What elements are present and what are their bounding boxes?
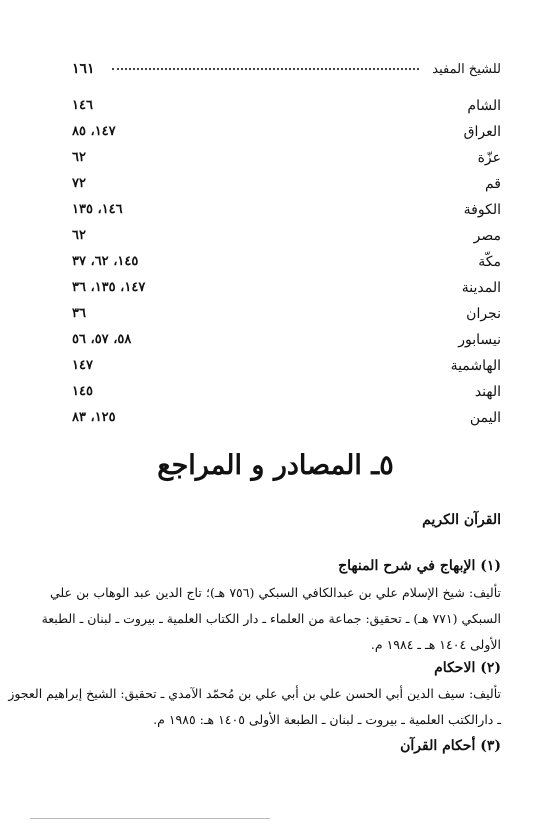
place-index-row [72,280,501,304]
place-index-row [72,228,501,252]
place-name: مكّة [478,254,501,270]
place-pages: ٦٢ [72,228,86,243]
place-pages: ١٤٦ [72,98,93,113]
place-index-row [72,384,501,408]
place-pages: ١٢٥، ٨٣ [72,410,116,425]
place-name: اليمن [469,410,501,426]
place-index-row [72,98,501,122]
running-header-title: للشيخ المفيد [432,62,501,77]
source-title: (٢) الاحكام [434,660,501,676]
place-pages: ٥٨، ٥٧، ٥٦ [72,332,132,347]
place-pages: ٣٦ [72,306,86,321]
place-name: الهاشمية [450,358,501,374]
place-pages: ١٤٥، ٦٢، ٣٧ [72,254,139,269]
quran-entry: القرآن الكريم [422,512,501,528]
source-text-line: تأليف: شيخ الإسلام علي بن عبدالكافي السبكي (٧٥٦ هـ)؛ تاج الدين عبد الوهاب بن علي [50,585,501,600]
place-pages: ١٤٦، ١٣٥ [72,202,123,217]
place-pages: ٦٢ [72,150,86,165]
place-name: نيسابور [458,332,501,348]
place-name: الهند [474,384,501,400]
place-name: مصر [473,228,501,244]
source-title: (١) الإبهاج في شرح المنهاج [338,558,501,574]
place-index-row [72,332,501,356]
place-index-row [72,306,501,330]
place-name: الكوفة [463,202,501,218]
source-text-line: ـ دارالكتب العلمية ـ بيروت ـ لبنان ـ الطبعة الأولى ١٤٠٥ هـ: ١٩٨٥ م. [153,712,501,727]
place-index-row [72,124,501,148]
header-dot-leader [112,68,419,70]
place-index-row [72,410,501,434]
source-text-line: السبكي (٧٧١ هـ) ـ تحقيق: جماعة من العلماء ـ دار الكتاب العلمية ـ بيروت ـ لبنان ـ الطبعة [41,611,501,626]
place-name: العراق [463,124,501,140]
place-pages: ١٤٧ [72,358,93,373]
place-pages: ٧٢ [72,176,86,191]
place-pages: ١٤٧، ١٣٥، ٣٦ [72,280,146,295]
place-pages: ١٤٥ [72,384,93,399]
page-edge-line [30,818,270,819]
place-index-row [72,150,501,174]
place-name: عزّة [477,150,501,166]
place-name: نجران [466,306,501,322]
place-index-row [72,358,501,382]
place-index-row [72,254,501,278]
place-index-row [72,176,501,200]
page-number: ١٦١ [72,61,95,77]
place-name: الشام [467,98,501,114]
source-text-line: الأولى ١٤٠٤ هـ ـ ١٩٨٤ م. [370,637,501,652]
place-name: قم [484,176,501,192]
source-text-line: تأليف: سيف الدين أبي الحسن علي بن أبي علي بن مُحمّد الآمدي ـ تحقيق: الشيخ إبراهيم العجوز [8,686,501,701]
place-name: المدينة [461,280,501,296]
place-index-row [72,202,501,226]
source-title: (٣) أحكام القرآن [400,738,501,754]
section-heading: ٥ـ المصادر و المراجع [157,450,394,481]
place-pages: ١٤٧، ٨٥ [72,124,116,139]
